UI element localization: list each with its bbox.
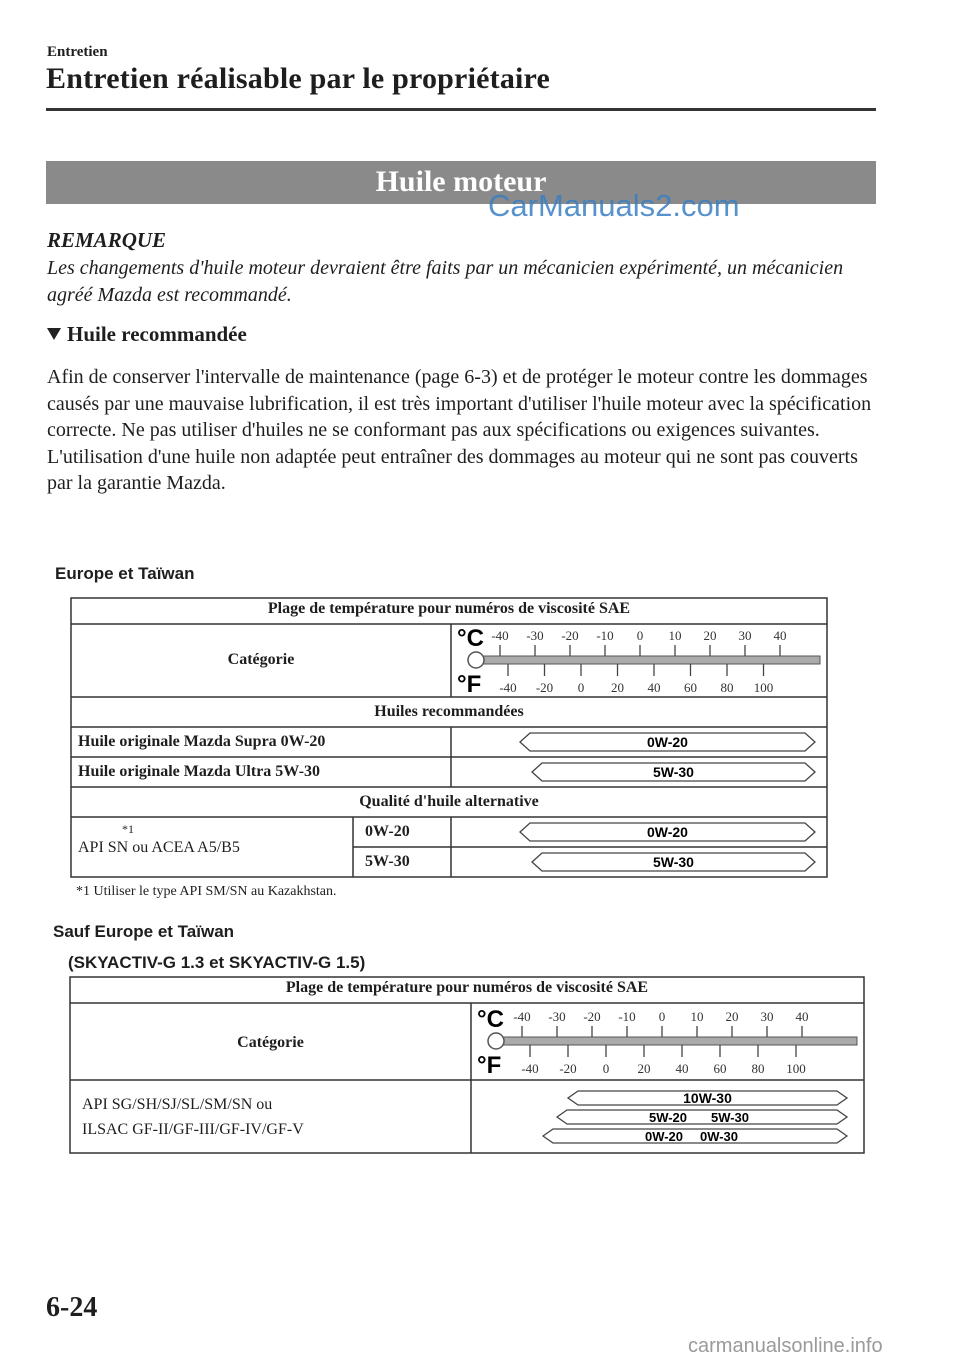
fahrenheit-tick-label: 80 — [720, 680, 734, 695]
note-title: REMARQUE — [47, 228, 167, 252]
bar-0w20-recommended-label: 0W-20 — [647, 734, 688, 750]
thermometer-bar — [476, 656, 820, 664]
table1-alt-label: API SN ou ACEA A5/B5 — [78, 839, 240, 856]
bar-5w30-recommended-label: 5W-30 — [653, 764, 694, 780]
celsius-tick-label: -30 — [548, 1009, 566, 1024]
celsius-tick-label: 40 — [773, 628, 787, 643]
viscosity-bars-2 — [543, 1090, 847, 1144]
celsius-tick-label: 0 — [658, 1009, 666, 1024]
bar-0w20-0w30 — [543, 1129, 847, 1143]
celsius-tick-label: 10 — [690, 1009, 704, 1024]
footer-watermark: carmanualsonline.info — [688, 1335, 883, 1357]
note-text: Les changements d'huile moteur devraient être faits par un mécanicien expérimenté, un mécanicien agréé Mazda est recommandé. — [47, 257, 844, 306]
celsius-unit: °C — [477, 1006, 504, 1033]
table1-header: Plage de température pour numéros de viscosité SAE — [267, 600, 631, 617]
table2-region: Sauf Europe et Taïwan — [53, 922, 235, 941]
table1-recommended-header: Huiles recommandées — [374, 703, 524, 720]
table1-category: Catégorie — [227, 651, 295, 668]
celsius-tick-label: -10 — [596, 628, 614, 643]
table2-row-label-1: API SG/SH/SJ/SL/SM/SN ou — [82, 1096, 273, 1113]
bar-0w30-label: 0W-30 — [699, 1129, 739, 1144]
fahrenheit-tick-label: 40 — [675, 1061, 689, 1076]
bar-5w20-5w30 — [557, 1110, 847, 1124]
fahrenheit-tick-label: -40 — [521, 1061, 539, 1076]
fahrenheit-tick-label: 40 — [647, 680, 661, 695]
fahrenheit-tick-label: 60 — [713, 1061, 727, 1076]
thermometer-bar — [496, 1037, 857, 1045]
fahrenheit-tick-label: 20 — [637, 1061, 651, 1076]
table1-row2-label: Huile originale Mazda Ultra 5W-30 — [78, 763, 321, 780]
table1-alt-row1-label: 0W-20 — [365, 823, 410, 840]
temperature-scale-1 — [457, 625, 820, 698]
table2-row-label-2: ILSAC GF-II/GF-III/GF-IV/GF-V — [82, 1121, 304, 1138]
fahrenheit-tick-label: 80 — [751, 1061, 765, 1076]
fahrenheit-tick-label: -40 — [499, 680, 517, 695]
fahrenheit-tick-label: 100 — [786, 1061, 806, 1076]
table2-engine: (SKYACTIV-G 1.3 et SKYACTIV-G 1.5) — [68, 953, 366, 972]
fahrenheit-tick-label: 0 — [602, 1061, 610, 1076]
celsius-tick-label: 40 — [795, 1009, 809, 1024]
celsius-unit: °C — [457, 625, 484, 652]
thermometer-bulb — [468, 652, 484, 668]
watermark: CarManuals2.com — [488, 188, 740, 223]
table1-footnote: *1 Utiliser le type API SM/SN au Kazakhstan. — [76, 884, 337, 899]
celsius-tick-label: 20 — [703, 628, 717, 643]
table2-header: Plage de température pour numéros de viscosité SAE — [285, 979, 649, 996]
celsius-tick-label: -40 — [491, 628, 509, 643]
bar-5w20-label: 5W-20 — [648, 1110, 688, 1125]
celsius-tick-label: -20 — [561, 628, 579, 643]
body-paragraph: Afin de conserver l'intervalle de maintenance (page 6-3) et de protéger le moteur contre les dommages causés par une mauvaise lubrification, il est très important d'utiliser l'huile moteur avec la spécification correcte. Ne pas utiliser d'huiles ne se conformant pas aux spécifications ou exigences suivantes. L'utilisation d'une huile non adaptée peut entraîner des dommages au moteur qui ne sont pas couverts par la garantie Mazda. — [47, 366, 872, 494]
celsius-tick-label: -30 — [526, 628, 544, 643]
celsius-tick-label: -20 — [583, 1009, 601, 1024]
table1-alt-mark: *1 — [122, 822, 134, 836]
celsius-tick-label: 10 — [668, 628, 682, 643]
table1-alt-row2-label: 5W-30 — [365, 853, 410, 870]
fahrenheit-tick-label: 100 — [753, 680, 774, 695]
fahrenheit-unit: °F — [477, 1052, 502, 1079]
celsius-tick-label: 20 — [725, 1009, 739, 1024]
page-number: 6-24 — [46, 1292, 98, 1323]
fahrenheit-tick-label: 0 — [577, 680, 585, 695]
fahrenheit-tick-label: 20 — [611, 680, 624, 695]
celsius-tick-label: 30 — [760, 1009, 774, 1024]
bar-0w20-label: 0W-20 — [644, 1129, 684, 1144]
celsius-tick-label: 0 — [636, 628, 644, 643]
table1-row1-label: Huile originale Mazda Supra 0W-20 — [78, 733, 326, 750]
celsius-tick-label: -40 — [513, 1009, 531, 1024]
section-banner: Huile moteur — [46, 161, 876, 204]
temperature-scale-2 — [477, 1006, 857, 1079]
bar-5w30-alternative-label: 5W-30 — [653, 854, 694, 870]
celsius-tick-label: -10 — [618, 1009, 636, 1024]
bar-5w30-label: 5W-30 — [710, 1110, 750, 1125]
fahrenheit-tick-label: -20 — [559, 1061, 577, 1076]
celsius-tick-label: 30 — [738, 628, 752, 643]
table2-category: Catégorie — [237, 1034, 304, 1051]
page-title: Entretien réalisable par le propriétaire — [46, 62, 551, 95]
bar-0w20-alternative-label: 0W-20 — [647, 824, 688, 840]
section-label: Entretien — [47, 44, 108, 60]
fahrenheit-tick-label: -20 — [535, 680, 554, 695]
fahrenheit-unit: °F — [457, 671, 482, 698]
thermometer-bulb — [488, 1033, 504, 1049]
table1-alt-header: Qualité d'huile alternative — [359, 793, 539, 810]
table1-region: Europe et Taïwan — [55, 564, 195, 583]
fahrenheit-tick-label: 60 — [684, 680, 697, 695]
sub-heading-text: Huile recommandée — [67, 322, 247, 346]
bar-10w30-label: 10W-30 — [683, 1090, 732, 1106]
